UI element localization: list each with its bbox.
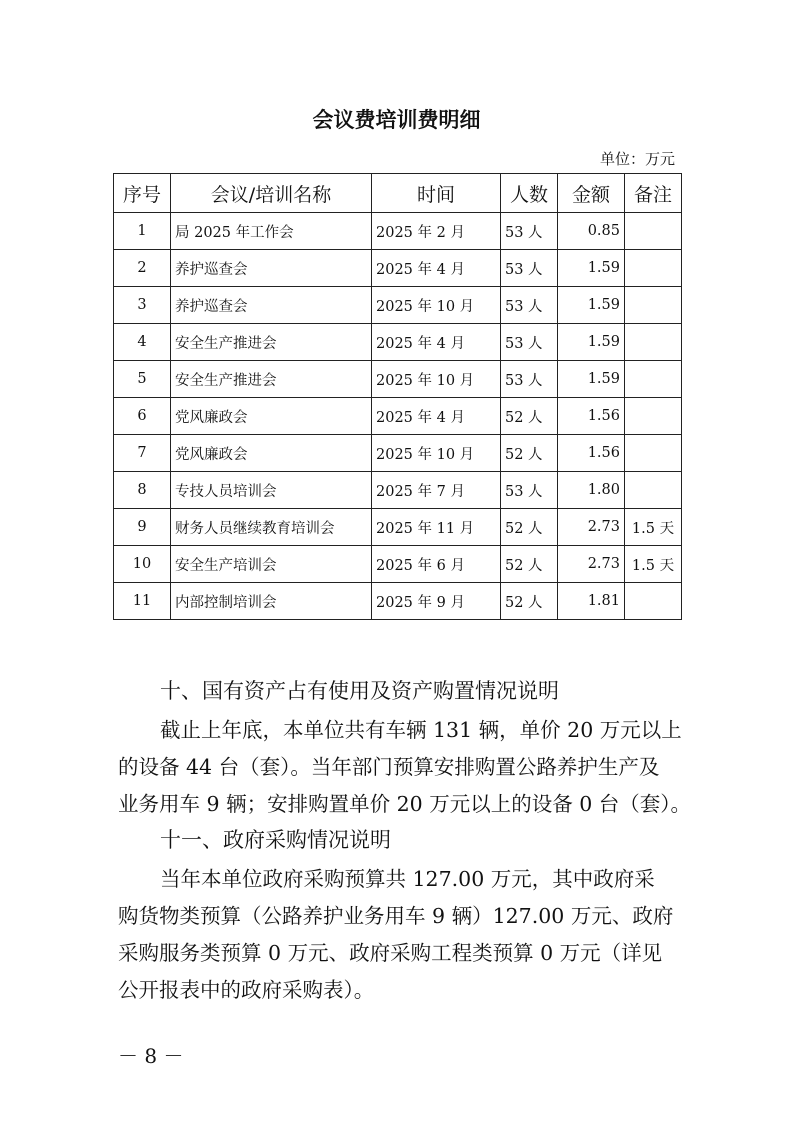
cell-amount: 1.56 bbox=[558, 435, 625, 472]
cell-note bbox=[625, 213, 682, 250]
section-10-line: 的设备 44 台（套）。当年部门预算安排购置公路养护生产及 bbox=[118, 755, 660, 779]
cell-name: 专技人员培训会 bbox=[171, 472, 372, 509]
cell-note: 1.5 天 bbox=[625, 509, 682, 546]
table-row bbox=[114, 361, 682, 398]
cell-amount: 1.59 bbox=[558, 287, 625, 324]
cell-note bbox=[625, 435, 682, 472]
cell-people: 52 人 bbox=[501, 435, 558, 472]
table-row bbox=[114, 287, 682, 324]
cell-name: 养护巡查会 bbox=[171, 250, 372, 287]
section-11-line: 当年本单位政府采购预算共 127.00 万元，其中政府采 bbox=[160, 867, 655, 891]
table-row bbox=[114, 509, 682, 546]
cell-time: 2025 年 7 月 bbox=[372, 472, 501, 509]
header-people: 人数 bbox=[501, 174, 558, 213]
section-10-title: 十、国有资产占有使用及资产购置情况说明 bbox=[160, 679, 559, 703]
cell-note bbox=[625, 287, 682, 324]
cell-time: 2025 年 4 月 bbox=[372, 324, 501, 361]
cell-name: 安全生产推进会 bbox=[171, 324, 372, 361]
table-row bbox=[114, 472, 682, 509]
header-index: 序号 bbox=[114, 174, 171, 213]
cell-name: 安全生产培训会 bbox=[171, 546, 372, 583]
cell-amount: 0.85 bbox=[558, 213, 625, 250]
cell-index: 10 bbox=[114, 546, 171, 583]
cell-note bbox=[625, 472, 682, 509]
cell-name: 财务人员继续教育培训会 bbox=[171, 509, 372, 546]
table-row bbox=[114, 435, 682, 472]
page-number: － 8 － bbox=[118, 1044, 184, 1068]
cell-amount: 1.59 bbox=[558, 361, 625, 398]
cell-people: 52 人 bbox=[501, 509, 558, 546]
cell-note: 1.5 天 bbox=[625, 546, 682, 583]
section-10-line: 业务用车 9 辆；安排购置单价 20 万元以上的设备 0 台（套）。 bbox=[118, 792, 692, 816]
cell-name: 党风廉政会 bbox=[171, 398, 372, 435]
cell-note bbox=[625, 250, 682, 287]
section-11-line: 采购服务类预算 0 万元、政府采购工程类预算 0 万元（详见 bbox=[118, 941, 663, 965]
meeting-training-table bbox=[113, 173, 682, 620]
cell-index: 11 bbox=[114, 583, 171, 620]
table-header-row bbox=[114, 174, 682, 213]
cell-time: 2025 年 9 月 bbox=[372, 583, 501, 620]
cell-time: 2025 年 4 月 bbox=[372, 250, 501, 287]
cell-amount: 1.80 bbox=[558, 472, 625, 509]
section-11-title: 十一、政府采购情况说明 bbox=[160, 828, 391, 852]
section-11-line: 购货物类预算（公路养护业务用车 9 辆）127.00 万元、政府 bbox=[118, 904, 674, 928]
cell-note bbox=[625, 324, 682, 361]
cell-index: 4 bbox=[114, 324, 171, 361]
cell-amount: 2.73 bbox=[558, 546, 625, 583]
cell-time: 2025 年 10 月 bbox=[372, 435, 501, 472]
cell-time: 2025 年 10 月 bbox=[372, 287, 501, 324]
section-11-line: 公开报表中的政府采购表）。 bbox=[118, 978, 375, 1002]
cell-amount: 1.81 bbox=[558, 583, 625, 620]
header-name: 会议/培训名称 bbox=[171, 174, 372, 213]
cell-index: 9 bbox=[114, 509, 171, 546]
cell-people: 53 人 bbox=[501, 361, 558, 398]
cell-people: 52 人 bbox=[501, 398, 558, 435]
cell-name: 养护巡查会 bbox=[171, 287, 372, 324]
cell-note bbox=[625, 361, 682, 398]
cell-index: 1 bbox=[114, 213, 171, 250]
cell-people: 53 人 bbox=[501, 287, 558, 324]
cell-amount: 1.59 bbox=[558, 250, 625, 287]
cell-index: 3 bbox=[114, 287, 171, 324]
cell-index: 2 bbox=[114, 250, 171, 287]
table-title: 会议费培训费明细 bbox=[312, 108, 481, 132]
cell-time: 2025 年 10 月 bbox=[372, 361, 501, 398]
cell-time: 2025 年 6 月 bbox=[372, 546, 501, 583]
cell-index: 5 bbox=[114, 361, 171, 398]
cell-name: 安全生产推进会 bbox=[171, 361, 372, 398]
header-time: 时间 bbox=[372, 174, 501, 213]
cell-time: 2025 年 2 月 bbox=[372, 213, 501, 250]
cell-amount: 1.56 bbox=[558, 398, 625, 435]
table-row bbox=[114, 213, 682, 250]
section-10-line: 截止上年底，本单位共有车辆 131 辆，单价 20 万元以上 bbox=[160, 718, 682, 742]
cell-time: 2025 年 11 月 bbox=[372, 509, 501, 546]
cell-note bbox=[625, 583, 682, 620]
table-row bbox=[114, 546, 682, 583]
header-note: 备注 bbox=[625, 174, 682, 213]
unit-label: 单位：万元 bbox=[599, 150, 675, 168]
cell-name: 内部控制培训会 bbox=[171, 583, 372, 620]
table-row bbox=[114, 398, 682, 435]
cell-name: 局 2025 年工作会 bbox=[171, 213, 372, 250]
cell-people: 52 人 bbox=[501, 583, 558, 620]
cell-index: 6 bbox=[114, 398, 171, 435]
cell-people: 52 人 bbox=[501, 546, 558, 583]
cell-amount: 2.73 bbox=[558, 509, 625, 546]
cell-people: 53 人 bbox=[501, 472, 558, 509]
cell-note bbox=[625, 398, 682, 435]
header-amount: 金额 bbox=[558, 174, 625, 213]
cell-people: 53 人 bbox=[501, 213, 558, 250]
cell-people: 53 人 bbox=[501, 250, 558, 287]
cell-index: 7 bbox=[114, 435, 171, 472]
cell-name: 党风廉政会 bbox=[171, 435, 372, 472]
cell-index: 8 bbox=[114, 472, 171, 509]
table-row bbox=[114, 324, 682, 361]
table-row bbox=[114, 250, 682, 287]
table-row bbox=[114, 583, 682, 620]
cell-people: 53 人 bbox=[501, 324, 558, 361]
cell-amount: 1.59 bbox=[558, 324, 625, 361]
cell-time: 2025 年 4 月 bbox=[372, 398, 501, 435]
